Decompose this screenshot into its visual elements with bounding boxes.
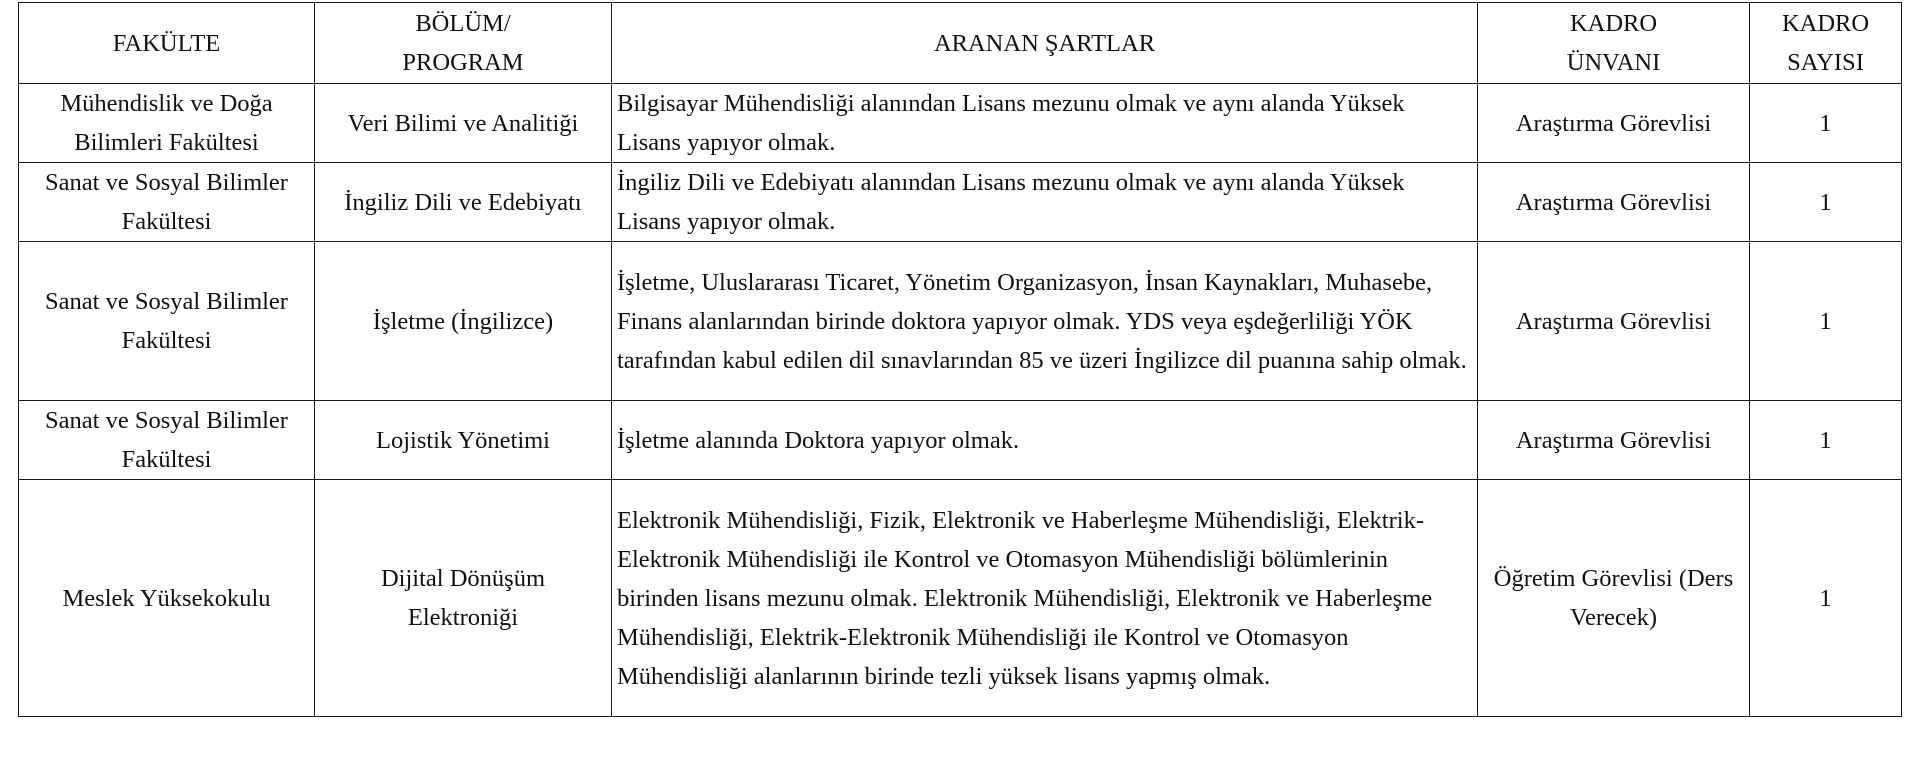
cell-bolum bbox=[315, 480, 612, 717]
cell-sartlar: Bilgisayar Mühendisliği alanından Lisans mezunu olmak ve aynı alanda Yüksek Lisans yapıyor olmak. bbox=[612, 84, 1478, 163]
cell-unvan: Araştırma Görevlisi bbox=[1478, 84, 1750, 163]
cell-sartlar: İngiliz Dili ve Edebiyatı alanından Lisans mezunu olmak ve aynı alanda Yüksek Lisans yapıyor olmak. bbox=[612, 163, 1478, 242]
cell-bolum: İşletme (İngilizce) bbox=[315, 242, 612, 401]
cell-sayi: 1 bbox=[1750, 84, 1902, 163]
header-sayi-label: KADRO SAYISI bbox=[1781, 10, 1870, 76]
cell-unvan: Araştırma Görevlisi bbox=[1478, 163, 1750, 242]
header-unvan-label: KADRO ÜNVANI bbox=[1566, 10, 1661, 76]
cell-unvan: Öğretim Görevlisi (Ders Verecek) bbox=[1478, 480, 1750, 717]
cell-fakulte bbox=[19, 242, 315, 401]
header-bolum-label: BÖLÜM/ PROGRAM bbox=[402, 10, 524, 76]
table-row bbox=[19, 480, 1902, 717]
table-row bbox=[19, 401, 1902, 480]
cell-bolum: Veri Bilimi ve Analitiği bbox=[315, 84, 612, 163]
cell-sayi: 1 bbox=[1750, 163, 1902, 242]
cell-fakulte bbox=[19, 163, 315, 242]
positions-table bbox=[18, 2, 1902, 717]
table-row bbox=[19, 84, 1902, 163]
cell-unvan: Araştırma Görevlisi bbox=[1478, 401, 1750, 480]
cell-sartlar: İşletme alanında Doktora yapıyor olmak. bbox=[612, 401, 1478, 480]
cell-fakulte bbox=[19, 84, 315, 163]
cell-fakulte bbox=[19, 401, 315, 480]
cell-sartlar: Elektronik Mühendisliği, Fizik, Elektronik ve Haberleşme Mühendisliği, Elektrik-Elektronik Mühendisliği ile Kontrol ve Otomasyon Mühendisliği bölümlerinin birinden lisans mezunu olmak. Elektronik Mühendisliği, Elektronik ve Haberleşme Mühendisliği, Elektrik-Elektronik Mühendisliği ile Kontrol ve Otomasyon Mühendisliği alanlarının birinde tezli yüksek lisans yapmış olmak. bbox=[612, 480, 1478, 717]
cell-sayi: 1 bbox=[1750, 480, 1902, 717]
header-row bbox=[19, 3, 1902, 84]
header-sayi bbox=[1750, 3, 1902, 84]
cell-unvan: Araştırma Görevlisi bbox=[1478, 242, 1750, 401]
cell-fakulte-text: Sanat ve Sosyal Bilimler Fakültesi bbox=[45, 407, 288, 473]
cell-fakulte-text: Sanat ve Sosyal Bilimler Fakültesi bbox=[45, 288, 288, 354]
cell-fakulte-text: Mühendislik ve Doğa Bilimleri Fakültesi bbox=[60, 90, 273, 156]
cell-bolum: İngiliz Dili ve Edebiyatı bbox=[315, 163, 612, 242]
table-row bbox=[19, 242, 1902, 401]
cell-fakulte-text: Sanat ve Sosyal Bilimler Fakültesi bbox=[45, 169, 288, 235]
cell-sayi: 1 bbox=[1750, 401, 1902, 480]
cell-sartlar: İşletme, Uluslararası Ticaret, Yönetim Organizasyon, İnsan Kaynakları, Muhasebe, Finans alanlarından birinde doktora yapıyor olmak. YDS veya eşdeğerliliği YÖK tarafından kabul edilen dil sınavlarından 85 ve üzeri İngilizce dil puanına sahip olmak. bbox=[612, 242, 1478, 401]
table-row bbox=[19, 163, 1902, 242]
cell-bolum-text: Dijital Dönüşüm Elektroniği bbox=[380, 565, 545, 631]
cell-fakulte: Meslek Yüksekokulu bbox=[19, 480, 315, 717]
header-bolum bbox=[315, 3, 612, 84]
header-sartlar: ARANAN ŞARTLAR bbox=[612, 3, 1478, 84]
cell-sayi: 1 bbox=[1750, 242, 1902, 401]
header-fakulte: FAKÜLTE bbox=[19, 3, 315, 84]
header-unvan bbox=[1478, 3, 1750, 84]
cell-bolum: Lojistik Yönetimi bbox=[315, 401, 612, 480]
